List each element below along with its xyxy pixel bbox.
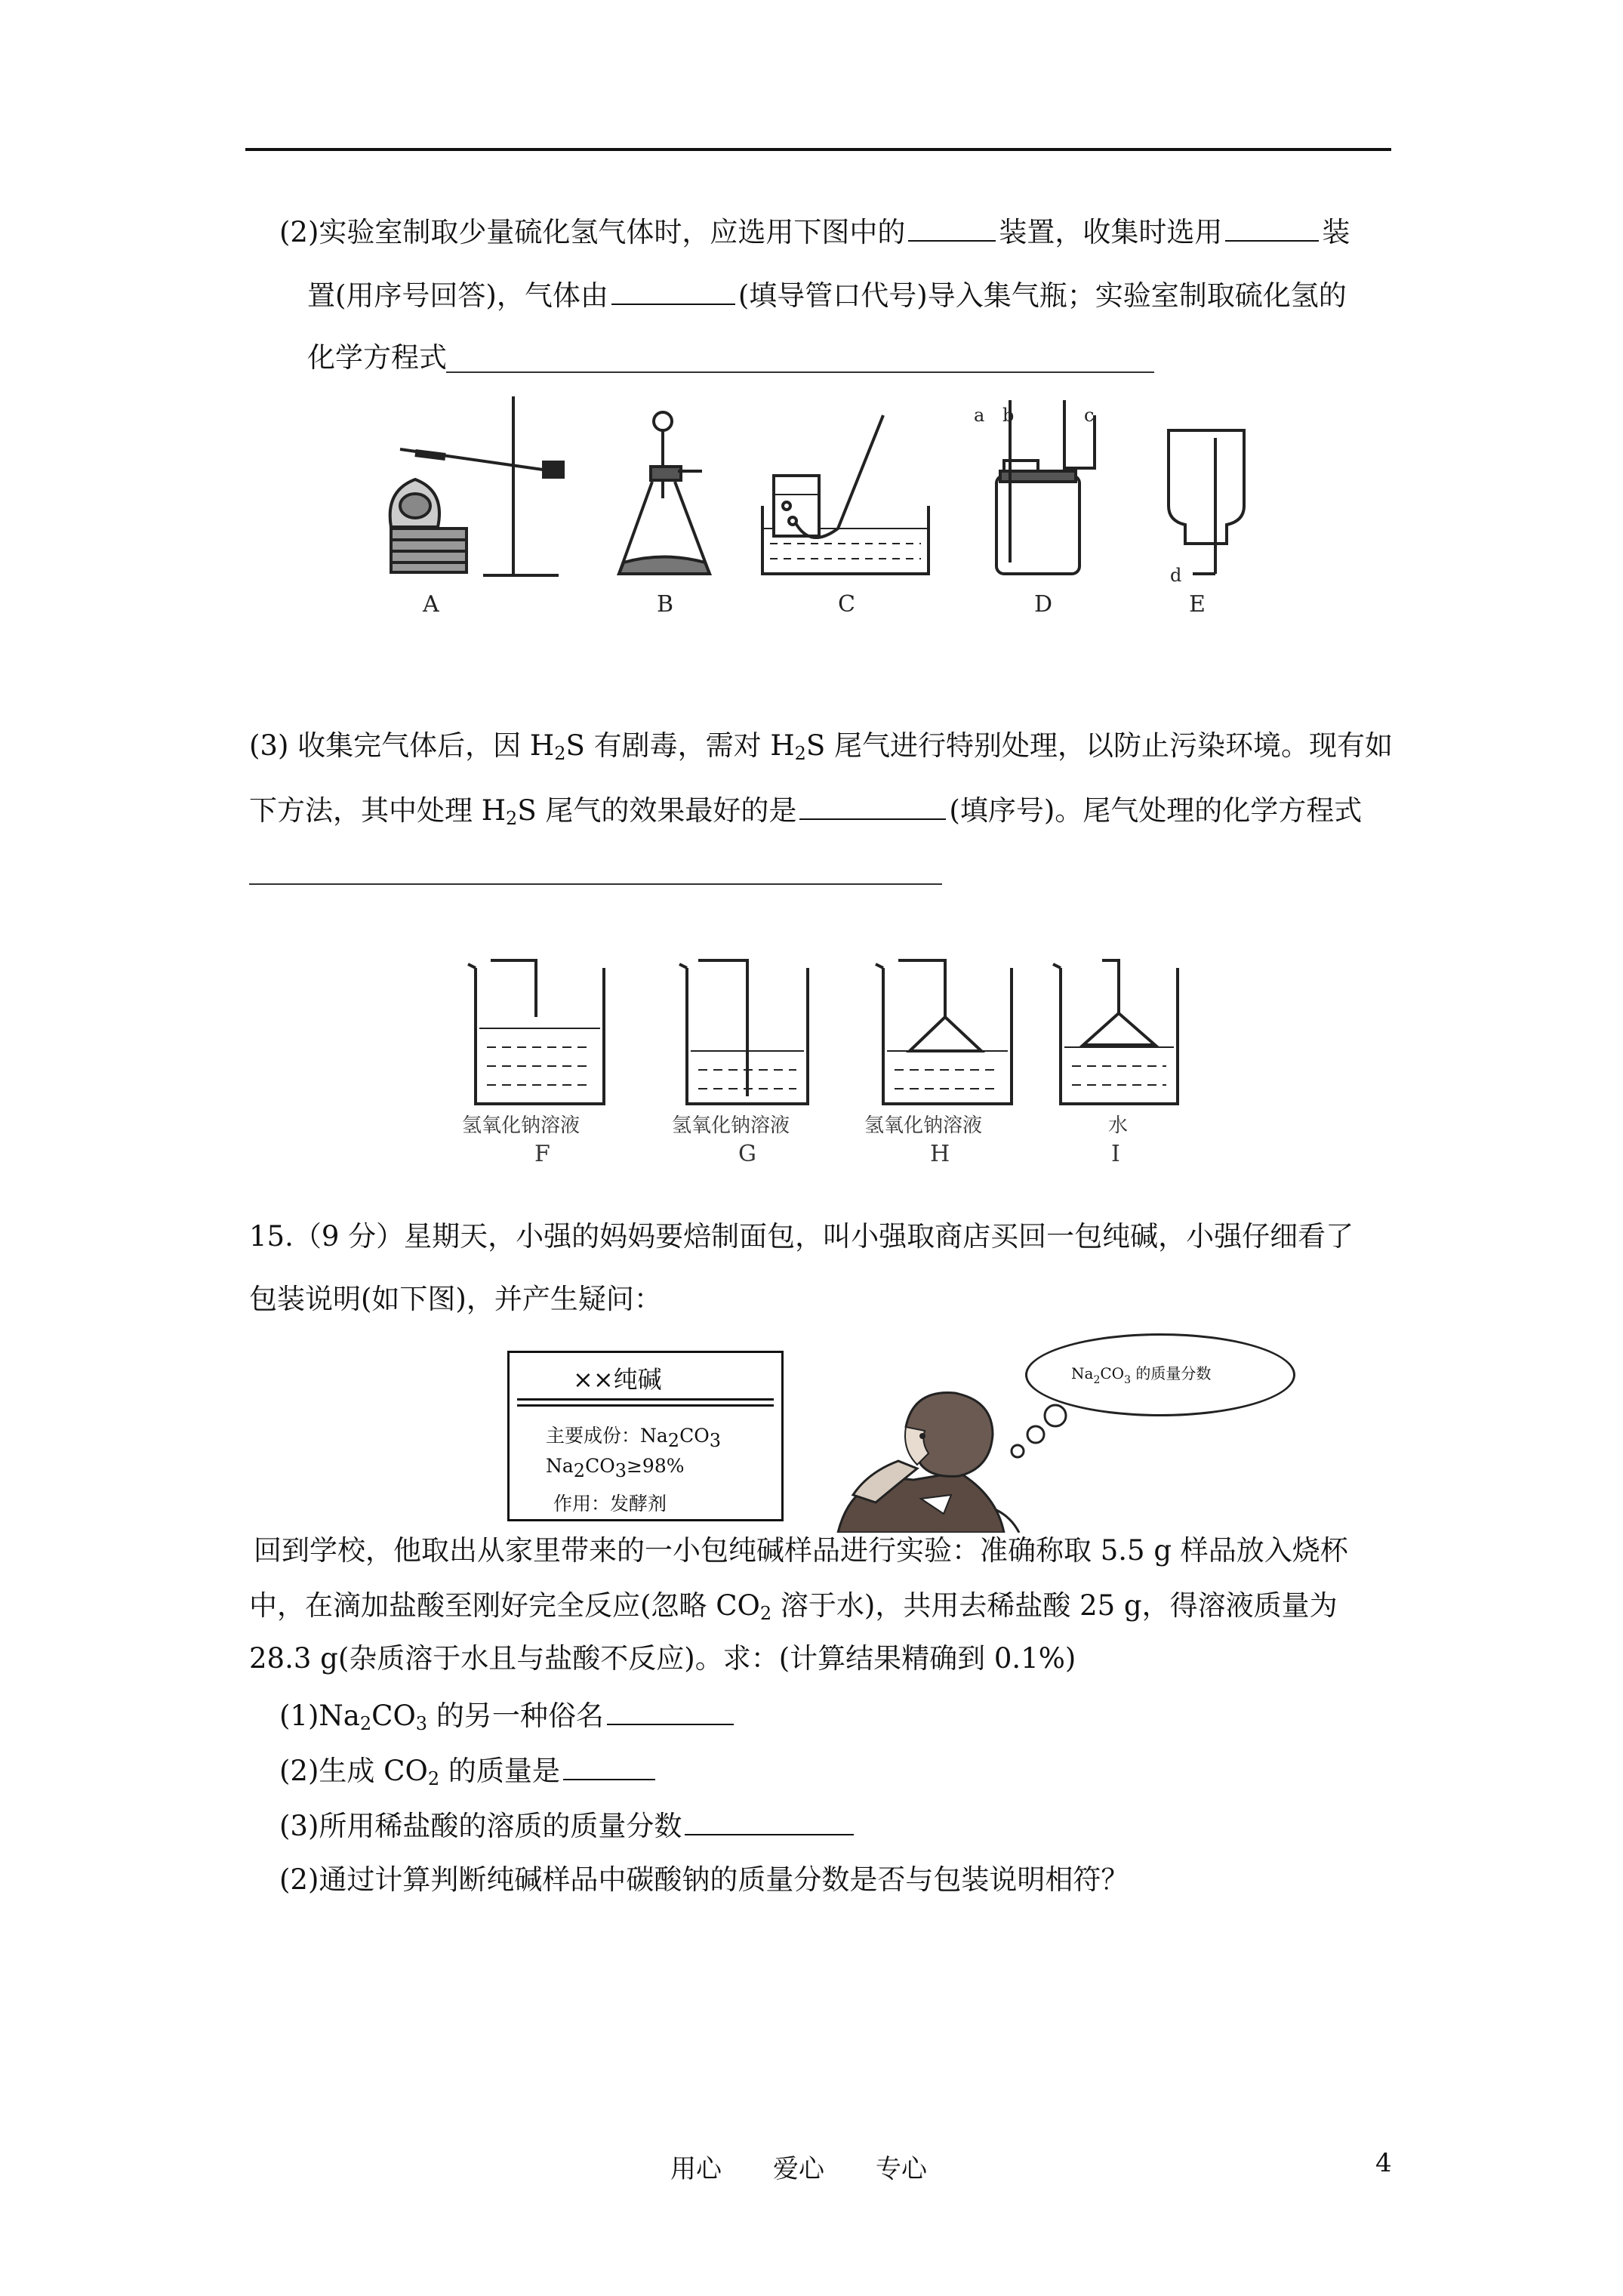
text: 化学方程式 — [307, 341, 447, 374]
label-a: A — [423, 591, 439, 612]
apparatus-c — [762, 415, 929, 574]
text: 装置，收集时选用 — [999, 216, 1223, 248]
label-i: I — [1111, 1141, 1120, 1164]
port-d: d — [1170, 565, 1182, 586]
subscript: 2 — [573, 1460, 586, 1481]
apparatus-figure-2 — [453, 953, 1223, 1164]
apparatus-d — [996, 400, 1095, 574]
answer-blank-common-name[interactable] — [607, 1697, 734, 1725]
subscript: 2 — [359, 1713, 372, 1734]
text: (3) 收集完气体后，因 H — [249, 729, 555, 762]
apparatus-e — [1169, 430, 1244, 574]
solution-h: 氢氧化钠溶液 — [864, 1114, 983, 1137]
text: CO — [1100, 1364, 1125, 1382]
q15-line2 — [249, 1281, 662, 1318]
package-main-ingredient — [546, 1421, 721, 1451]
port-a: a — [974, 405, 985, 426]
q15-sub1 — [279, 1697, 737, 1734]
beaker-i — [1053, 960, 1178, 1104]
text: (填序号)。尾气处理的化学方程式 — [949, 794, 1363, 827]
solution-f: 氢氧化钠溶液 — [462, 1114, 581, 1137]
beaker-f — [468, 960, 604, 1104]
subscript: 3 — [415, 1713, 428, 1734]
apparatus-b — [619, 412, 710, 574]
text: (3)所用稀盐酸的溶质的质量分数 — [279, 1810, 682, 1842]
label-d: D — [1034, 591, 1053, 612]
q15-sub3 — [279, 1807, 857, 1845]
text: 的质量是 — [439, 1755, 560, 1787]
subscript: 2 — [554, 743, 566, 764]
subscript: 2 — [794, 743, 806, 764]
beaker-h — [876, 960, 1012, 1104]
subscript: 2 — [427, 1768, 440, 1789]
label-b: B — [657, 591, 674, 612]
text: S 有剧毒，需对 H — [565, 729, 795, 762]
thinking-boy-illustration — [823, 1382, 1087, 1533]
q15-para1 — [254, 1533, 1348, 1569]
q15-para3 — [249, 1641, 1076, 1677]
text: Na — [546, 1455, 574, 1477]
text: 溶于水)，共用去稀盐酸 25 g，得溶液质量为 — [771, 1589, 1338, 1622]
text: 下方法，其中处理 H — [249, 794, 507, 827]
text: 的质量分数 — [1130, 1364, 1212, 1382]
answer-blank-co2-mass[interactable] — [563, 1752, 655, 1780]
q3-line2 — [249, 791, 1362, 829]
answer-blank-port[interactable] — [611, 276, 735, 305]
subscript: 2 — [1093, 1374, 1101, 1386]
page-number: 4 — [1375, 2148, 1392, 2178]
subscript: 2 — [506, 808, 518, 829]
subscript: 2 — [667, 1430, 680, 1451]
q15-line1 — [249, 1219, 1354, 1255]
label-h: H — [930, 1141, 950, 1164]
port-b: b — [1002, 405, 1015, 426]
solution-g: 氢氧化钠溶液 — [672, 1114, 790, 1137]
text: ≥98% — [626, 1455, 685, 1477]
subscript: 3 — [614, 1460, 627, 1481]
beaker-g — [679, 960, 808, 1104]
answer-blank-collect[interactable] — [1225, 213, 1319, 242]
text: CO — [679, 1425, 710, 1447]
text: 15.（9 分）星期天，小强的妈妈要焙制面包，叫小强取商店买回一包纯碱，小强仔细看了 — [249, 1220, 1354, 1253]
package-use: 作用：发酵剂 — [553, 1493, 667, 1515]
text: (2)通过计算判断纯碱样品中碳酸钠的质量分数是否与包装说明相符？ — [279, 1863, 1129, 1896]
text: 装 — [1322, 216, 1350, 248]
text: (2)生成 CO — [279, 1755, 428, 1787]
q2-line3 — [307, 340, 447, 376]
text: CO — [585, 1455, 615, 1477]
label-f: F — [534, 1141, 550, 1164]
subscript: 3 — [709, 1430, 721, 1451]
package-rule — [517, 1404, 774, 1407]
text: 28.3 g(杂质溶于水且与盐酸不反应)。求：(计算结果精确到 0.1%) — [249, 1642, 1076, 1675]
footer-motto: 用心 爱心 专心 — [670, 2154, 927, 2184]
text: S 尾气的效果最好的是 — [517, 794, 797, 827]
text: 置(用序号回答)，气体由 — [307, 279, 608, 312]
text: 中，在滴加盐酸至刚好完全反应(忽略 CO — [249, 1589, 760, 1622]
answer-line-equation2[interactable] — [249, 883, 942, 885]
text: 回到学校，他取出从家里带来的一小包纯碱样品进行实验：准确称取 5.5 g 样品放入烧杯 — [254, 1534, 1348, 1567]
text: 主要成份：Na — [546, 1425, 668, 1447]
package-rule — [517, 1398, 774, 1401]
subscript: 2 — [759, 1603, 772, 1624]
q15-para2 — [249, 1588, 1338, 1624]
answer-blank-apparatus[interactable] — [908, 213, 996, 242]
q15-sub2 — [279, 1752, 658, 1789]
subscript: 3 — [1124, 1374, 1131, 1386]
q3-line1 — [249, 728, 1393, 764]
q15-sub4 — [279, 1862, 1129, 1898]
solution-i: 水 — [1108, 1114, 1129, 1137]
bubble-text — [1071, 1361, 1212, 1386]
port-c: c — [1084, 405, 1095, 426]
q2-line2 — [307, 276, 1347, 314]
apparatus-a — [390, 396, 563, 575]
text: (填导管口代号)导入集气瓶；实验室制取硫化氢的 — [738, 279, 1347, 312]
apparatus-figure-1 — [370, 393, 1261, 612]
text: (1)Na — [279, 1700, 360, 1732]
text: Na — [1071, 1364, 1094, 1382]
answer-line-equation1[interactable] — [446, 371, 1154, 373]
header-rule — [245, 148, 1391, 151]
package-title: ××纯碱 — [573, 1365, 662, 1394]
answer-blank-mass-fraction[interactable] — [685, 1807, 854, 1835]
label-e: E — [1189, 591, 1206, 612]
label-g: G — [738, 1141, 756, 1164]
package-label — [507, 1351, 784, 1521]
text: 的另一种俗名 — [427, 1700, 604, 1732]
text: 包装说明(如下图)，并产生疑问： — [249, 1283, 662, 1315]
text: S 尾气进行特别处理，以防止污染环境。现有如 — [805, 729, 1394, 762]
text: (2)实验室制取少量硫化氢气体时，应选用下图中的 — [279, 216, 906, 248]
q2-line1 — [279, 213, 1350, 251]
label-c: C — [838, 591, 855, 612]
text: CO — [371, 1700, 416, 1732]
package-purity — [546, 1455, 685, 1481]
answer-blank-method[interactable] — [799, 791, 946, 820]
